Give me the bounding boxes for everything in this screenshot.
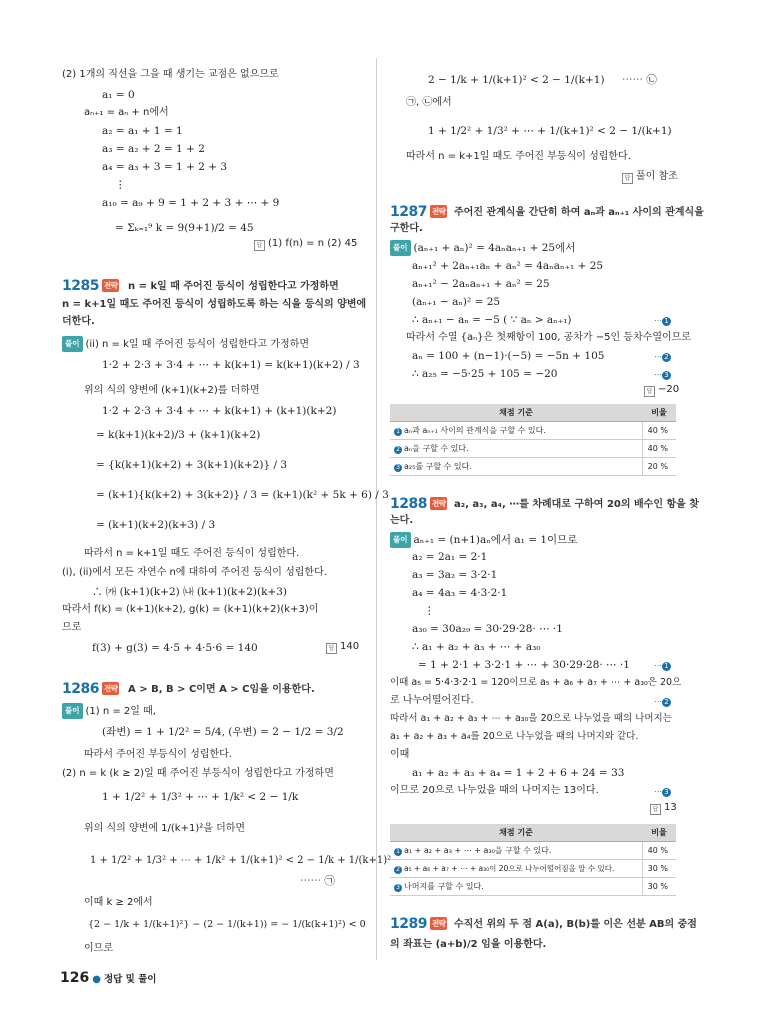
solution-line: ⋮ — [115, 179, 126, 191]
strategy-tag: 전략 — [431, 499, 446, 508]
solution-line: ⋯⋯ ㉡ — [622, 74, 657, 86]
table-header: 비율 — [642, 404, 676, 422]
step-3-icon: 3 — [662, 788, 671, 797]
criterion-text: aₙ과 aₙ₊₁ 사이의 관계식을 구할 수 있다. — [404, 426, 546, 435]
strategy-text: 구한다. — [390, 223, 423, 234]
solution-line: f(3) + g(3) = 4·5 + 4·5·6 = 140 — [92, 642, 258, 654]
solution-line: 이므로 — [84, 943, 113, 954]
table-row — [390, 440, 676, 458]
answer-mark — [650, 802, 677, 815]
table-cell: 40 % — [642, 422, 676, 440]
bullet-icon: ● — [92, 974, 101, 985]
problem-number — [390, 204, 450, 220]
solution-line: (aₙ₊₁ − aₙ)² = 25 — [412, 296, 501, 308]
answer-box-icon: 답 — [326, 643, 337, 654]
solution-line: 따라서 n = k+1일 때도 주어진 등식이 성립한다. — [84, 548, 300, 559]
answer-text: −20 — [658, 384, 680, 395]
solution-line: = 1 + 2·1 + 3·2·1 + ⋯ + 30·29·28· ⋯ ·1 — [418, 659, 630, 671]
step-1-icon: 1 — [662, 662, 671, 671]
solution-line: 1·2 + 2·3 + 3·4 + ⋯ + k(k+1) = k(k+1)(k+2) / 3 — [102, 359, 360, 371]
strategy-text: 주어진 관계식을 간단히 하여 aₙ과 aₙ₊₁ 사이의 관계식을 — [454, 207, 704, 218]
solution-text: aₙ₊₁ = (n+1)aₙ에서 a₁ = 1이므로 — [413, 534, 578, 546]
solution-line: {2 − 1/k + 1/(k+1)²} − (2 − 1/(k+1)) = − 1/(k(k+1)²) < 0 — [88, 919, 366, 930]
solution-line: ∴ a₂₅ = −5·25 + 105 = −20 — [412, 368, 558, 380]
problem-number-text: 1288 — [390, 496, 427, 512]
step-marker: ⋯ 2 — [654, 349, 671, 364]
table-cell — [390, 458, 642, 476]
criterion-text: a₅ + a₆ + a₇ + ⋯ + a₃₀이 20으로 나누어떨어짐을 알 수 있다. — [404, 864, 615, 873]
table-cell — [390, 842, 642, 860]
solution-line: = {k(k+1)(k+2) + 3(k+1)(k+2)} / 3 — [96, 459, 288, 471]
strategy-text: a₂, a₃, a₄, ⋯를 차례대로 구하여 20의 배수인 항을 찾 — [454, 499, 699, 510]
problem-number — [62, 278, 122, 294]
solution-line: a₁ = 0 — [102, 89, 135, 101]
solution-text: (1) n = 2일 때, — [85, 706, 156, 717]
answer-text: 13 — [664, 802, 677, 813]
table-cell — [390, 422, 642, 440]
strategy-text: A > B, B > C이면 A > C임을 이용한다. — [128, 684, 315, 695]
solution-line: 로 나누어떨어진다. — [390, 695, 474, 706]
solution-line: 위의 식의 양변에 1/(k+1)²을 더하면 — [84, 823, 246, 834]
solution-tag: 풀이 — [390, 532, 411, 548]
answer-box-icon: 답 — [644, 386, 655, 397]
solution-line: = k(k+1)(k+2)/3 + (k+1)(k+2) — [96, 429, 261, 441]
solution-line: 므로 — [62, 622, 82, 633]
criterion-text: a₁ + a₂ + a₃ + ⋯ + a₃₀을 구할 수 있다. — [404, 846, 552, 855]
table-header-row — [390, 404, 676, 422]
solution-text: (aₙ₊₁ + aₙ)² = 4aₙaₙ₊₁ + 25에서 — [413, 242, 576, 254]
solution-line: 2 − 1/k + 1/(k+1)² < 2 − 1/(k+1) — [428, 74, 605, 86]
footer-label: 정답 및 풀이 — [103, 974, 157, 985]
table-row — [390, 422, 676, 440]
solution-line: a₄ = a₃ + 3 = 1 + 2 + 3 — [102, 161, 228, 173]
answer-mark — [644, 384, 679, 397]
solution-line: aₙ₊₁² − 2aₙaₙ₊₁ + aₙ² = 25 — [412, 278, 550, 290]
problem-number-text: 1286 — [62, 681, 99, 697]
solution-line: aₙ = 100 + (n−1)·(−5) = −5n + 105 — [412, 350, 605, 362]
problem-number — [390, 496, 450, 512]
solution-tag: 풀이 — [62, 703, 83, 719]
step-2-icon: 2 — [394, 446, 402, 454]
solution-line: = (k+1)(k+2)(k+3) / 3 — [96, 519, 216, 531]
table-cell: 20 % — [642, 458, 676, 476]
step-3-icon: 3 — [394, 464, 402, 472]
table-cell: 40 % — [642, 440, 676, 458]
solution-line: (i), (ii)에서 모든 자연수 n에 대하여 주어진 등식이 성립한다. — [62, 567, 327, 578]
column-divider — [376, 58, 377, 960]
solution-line: a₃ = 3a₂ = 3·2·1 — [412, 569, 498, 581]
problem-number-text: 1289 — [390, 916, 427, 932]
solution-line: a₁₀ = a₉ + 9 = 1 + 2 + 3 + ⋯ + 9 — [102, 197, 280, 209]
solution-tag: 풀이 — [62, 336, 83, 352]
step-marker: ⋯ 3 — [654, 784, 671, 799]
solution-line — [62, 703, 156, 719]
solution-line: 따라서 수열 {aₙ}은 첫째항이 100, 공차가 −5인 등차수열이므로 — [406, 332, 691, 343]
strategy-text: 더한다. — [62, 316, 95, 327]
solution-line: 따라서 f(k) = (k+1)(k+2), g(k) = (k+1)(k+2)(k+3)이 — [62, 604, 319, 615]
solution-line: a₂ = 2a₁ = 2·1 — [412, 551, 488, 563]
table-header: 채점 기준 — [390, 824, 642, 842]
grading-table — [390, 824, 676, 896]
criterion-text: 나머지를 구할 수 있다. — [404, 882, 484, 891]
solution-line: 위의 식의 양변에 (k+1)(k+2)를 더하면 — [84, 385, 260, 396]
answer-mark — [326, 641, 359, 654]
step-2-icon: 2 — [662, 698, 671, 707]
solution-line: 1·2 + 2·3 + 3·4 + ⋯ + k(k+1) + (k+1)(k+2) — [102, 405, 337, 417]
solution-line: 이때 k ≥ 2에서 — [84, 897, 153, 908]
solution-line: = (k+1){k(k+2) + 3(k+2)} / 3 = (k+1)(k² + 5k + 6) / 3 — [96, 489, 389, 501]
table-cell — [390, 440, 642, 458]
solution-line: a₃₀ = 30a₂₉ = 30·29·28· ⋯ ·1 — [412, 623, 563, 635]
solution-line: ⋯⋯ ㉠ — [300, 875, 335, 887]
solution-line: a₄ = 4a₃ = 4·3·2·1 — [412, 587, 508, 599]
problem-number — [62, 681, 122, 697]
answer-mark — [622, 167, 678, 184]
step-1-icon: 1 — [394, 848, 402, 856]
solution-line: aₙ₊₁² + 2aₙ₊₁aₙ + aₙ² = 4aₙaₙ₊₁ + 25 — [412, 260, 604, 272]
solution-line — [62, 336, 309, 352]
page-footer — [60, 970, 156, 986]
answer-text: (1) f(n) = n (2) 45 — [268, 238, 358, 249]
solution-line — [390, 532, 577, 548]
step-2-icon: 2 — [662, 353, 671, 362]
table-header: 비율 — [642, 824, 676, 842]
table-row — [390, 458, 676, 476]
solution-line: 따라서 주어진 부등식이 성립한다. — [84, 749, 232, 760]
solution-line: ⋮ — [424, 605, 435, 617]
solution-line: 1 + 1/2² + 1/3² + ⋯ + 1/(k+1)² < 2 − 1/(k+1) — [428, 125, 672, 137]
answer-box-icon: 답 — [254, 240, 265, 251]
solution-line: (좌변) = 1 + 1/2² = 5/4, (우변) = 2 − 1/2 = 3/2 — [102, 726, 344, 738]
strategy-tag: 전략 — [431, 919, 446, 928]
strategy-text: n = k+1일 때도 주어진 등식이 성립하도록 하는 식을 등식의 양변에 — [62, 299, 367, 310]
strategy-text: 는다. — [390, 515, 414, 526]
table-header-row — [390, 824, 676, 842]
answer-text: 풀이 참조 — [636, 171, 678, 182]
solution-line: = Σₖ₌₁⁹ k = 9(9+1)/2 = 45 — [115, 222, 254, 234]
solution-line: a₃ = a₂ + 2 = 1 + 2 — [102, 143, 205, 155]
solution-text: (ii) n = k일 때 주어진 등식이 성립한다고 가정하면 — [85, 339, 310, 350]
table-cell — [390, 860, 642, 878]
solution-line: ㉠, ㉡에서 — [406, 97, 452, 108]
strategy-tag: 전략 — [431, 207, 446, 216]
step-3-icon: 3 — [394, 884, 402, 892]
solution-line: a₁ + a₂ + a₃ + a₄ = 1 + 2 + 6 + 24 = 33 — [412, 767, 625, 779]
solution-tag: 풀이 — [390, 240, 411, 256]
solution-line: ∴ a₁ + a₂ + a₃ + ⋯ + a₃₀ — [412, 641, 541, 653]
step-1-icon: 1 — [394, 428, 402, 436]
table-header: 채점 기준 — [390, 404, 642, 422]
strategy-tag: 전략 — [103, 281, 118, 290]
solution-line: a₂ = a₁ + 1 = 1 — [102, 125, 183, 137]
step-marker: ⋯ 3 — [654, 367, 671, 382]
criterion-text: aₙ을 구할 수 있다. — [404, 444, 469, 453]
problem-number — [390, 916, 450, 932]
problem-number-text: 1287 — [390, 204, 427, 220]
page-number: 126 — [60, 970, 90, 986]
table-row — [390, 842, 676, 860]
table-row — [390, 860, 676, 878]
solution-line: 따라서 n = k+1일 때도 주어진 부등식이 성립한다. — [406, 151, 631, 162]
table-cell: 30 % — [642, 860, 676, 878]
step-2-icon: 2 — [394, 866, 402, 874]
table-cell: 30 % — [642, 878, 676, 896]
solution-line: (2) 1개의 직선을 그을 때 생기는 교점은 없으므로 — [62, 69, 279, 80]
strategy-text: 의 좌표는 (a+b)/2 임을 이용한다. — [390, 939, 547, 950]
step-marker: ⋯ 1 — [654, 313, 671, 328]
solution-line: (2) n = k (k ≥ 2)일 때 주어진 부등식이 성립한다고 가정하면 — [62, 768, 334, 779]
grading-table — [390, 404, 676, 476]
problem-number-text: 1285 — [62, 278, 99, 294]
solution-line: ∴ ㈎ (k+1)(k+2) ㈏ (k+1)(k+2)(k+3) — [92, 586, 288, 598]
solution-line: a₁ + a₂ + a₃ + a₄를 20으로 나누었을 때의 나머지와 같다. — [390, 731, 639, 742]
strategy-text: n = k일 때 주어진 등식이 성립한다고 가정하면 — [128, 281, 339, 292]
strategy-tag: 전략 — [103, 684, 118, 693]
table-row — [390, 878, 676, 896]
table-cell: 40 % — [642, 842, 676, 860]
solution-line: 따라서 a₁ + a₂ + a₃ + ⋯ + a₃₀을 20으로 나누었을 때의 나머지는 — [390, 713, 672, 724]
strategy-text: 수직선 위의 두 점 A(a), B(b)를 이은 선분 AB의 중점 — [454, 919, 697, 930]
solution-line: 1 + 1/2² + 1/3² + ⋯ + 1/k² + 1/(k+1)² < 2 − 1/k + 1/(k+1)² — [90, 855, 392, 866]
step-marker: ⋯ 2 — [654, 694, 671, 709]
answer-text: 140 — [340, 641, 360, 652]
step-3-icon: 3 — [662, 371, 671, 380]
table-cell — [390, 878, 642, 896]
solution-line: 1 + 1/2² + 1/3² + ⋯ + 1/k² < 2 − 1/k — [102, 791, 299, 803]
answer-mark — [254, 238, 357, 251]
solution-line: 이때 a₅ = 5·4·3·2·1 = 120이므로 a₅ + a₆ + a₇ + ⋯ + a₃₀은 20으 — [390, 677, 682, 688]
step-marker: ⋯ 1 — [654, 658, 671, 673]
solution-line: aₙ₊₁ = aₙ + n에서 — [84, 107, 169, 118]
answer-box-icon: 답 — [622, 173, 633, 184]
solution-line — [390, 240, 575, 256]
solution-line: ∴ aₙ₊₁ − aₙ = −5 ( ∵ aₙ > aₙ₊₁) — [412, 314, 572, 326]
criterion-text: a₂₅를 구할 수 있다. — [404, 462, 472, 471]
solution-line: 이므로 20으로 나누었을 때의 나머지는 13이다. — [390, 785, 599, 796]
step-1-icon: 1 — [662, 317, 671, 326]
answer-box-icon: 답 — [650, 804, 661, 815]
solution-line: 이때 — [390, 749, 410, 760]
